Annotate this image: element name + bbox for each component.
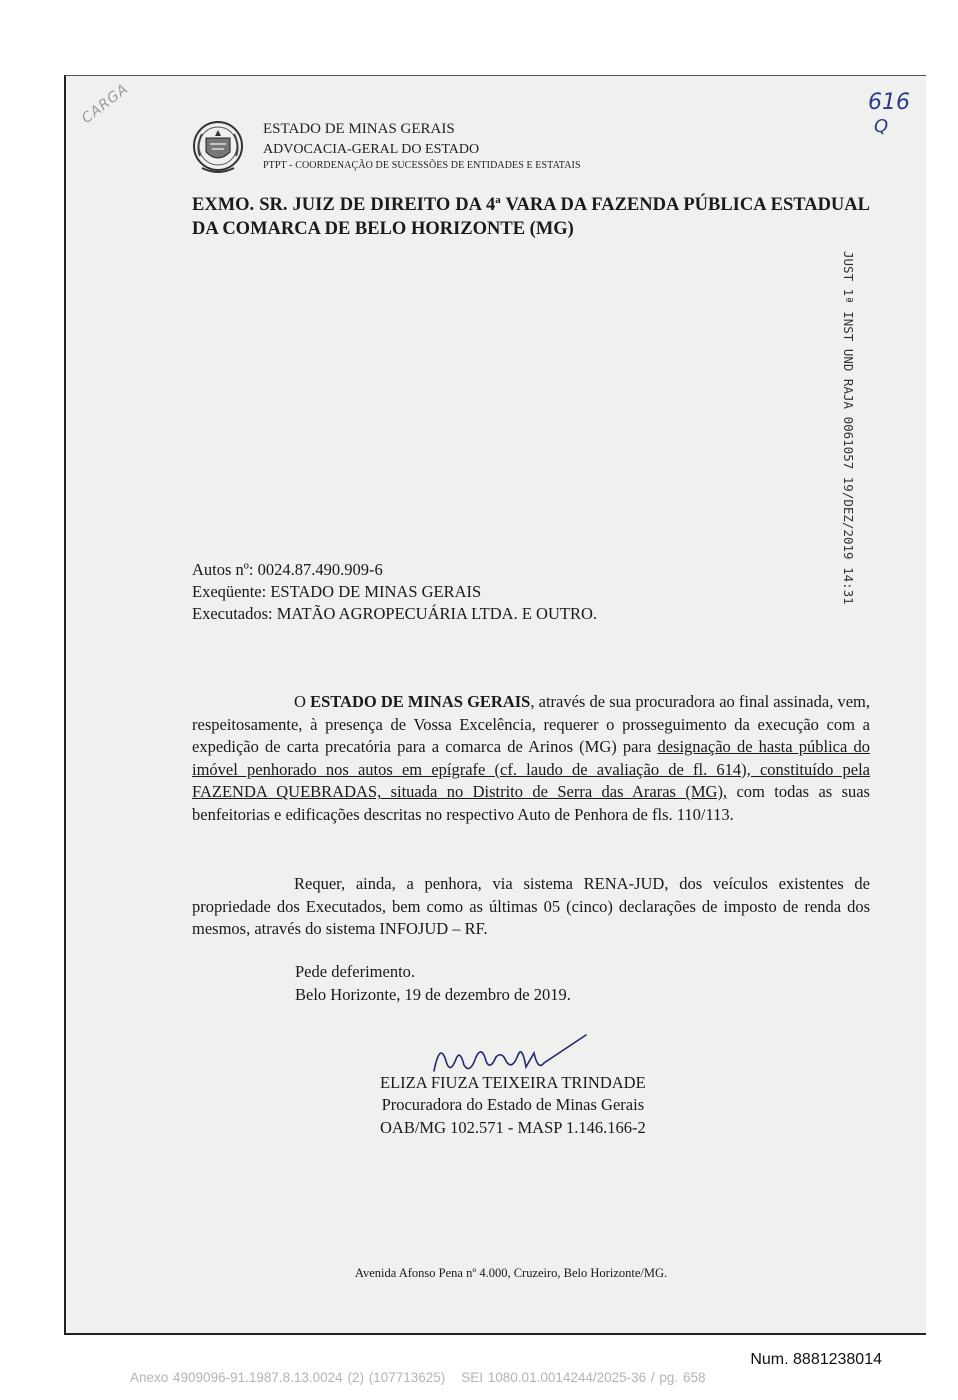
closing-place-date: Belo Horizonte, 19 de dezembro de 2019. bbox=[295, 984, 571, 1004]
addressee-part2: VARA DA FAZENDA PÚBLICA ESTADUAL DA COMARCA DE BELO HORIZONTE (MG) bbox=[192, 195, 870, 240]
addressee bbox=[192, 188, 870, 241]
letterhead-agency: ADVOCACIA-GERAL DO ESTADO bbox=[263, 142, 480, 157]
sei-reference: SEI 1080.01.0014244/2025-36 / pg. 658 bbox=[461, 1370, 706, 1385]
coat-of-arms-icon bbox=[190, 116, 246, 180]
case-number: Autos nº: 0024.87.490.909-6 bbox=[192, 560, 383, 579]
p1-text-e: com todas as suas benfeitorias e edificações descritas no respectivo Auto de Penhora de fls. 110/113. bbox=[192, 782, 870, 824]
signature-block bbox=[380, 1072, 646, 1139]
handwritten-carga: CARGA bbox=[78, 80, 132, 128]
letterhead-department: PTPT - COORDENAÇÃO DE SUCESSÕES DE ENTIDADES E ESTATAIS bbox=[263, 160, 581, 171]
p1-text-a: O bbox=[294, 692, 311, 711]
p1-underlined-request: designação de hasta pública do imóvel penhorado nos autos em epígrafe (cf. laudo de avaliação de fl. 614), constituído pela FAZENDA QUEBRADAS, situada no Distrito de Serra das Araras (MG), bbox=[192, 737, 870, 802]
annex-reference: Anexo 4909096-91.1987.8.13.0024 (2) (107713625) bbox=[130, 1370, 446, 1385]
document-number: Num. 8881238014 bbox=[750, 1351, 882, 1368]
signatory-registration: OAB/MG 102.571 - MASP 1.146.166-2 bbox=[380, 1117, 646, 1137]
handwritten-folio-initial: Q bbox=[874, 116, 889, 137]
addressee-ordinal: a bbox=[495, 194, 501, 206]
letterhead-state: ESTADO DE MINAS GERAIS bbox=[263, 121, 455, 137]
p1-text-c: , através de sua procuradora ao final assinada, vem, respeitosamente, à presença de Vossa Excelência, requerer o prosseguimento da execução com a expedição de carta precatória para a comarca de Arinos (MG) para bbox=[192, 692, 871, 757]
protocol-stamp-text: JUST 1ª INST UND RAJA 0061057 19/DEZ/2019 14:31 bbox=[841, 251, 856, 605]
p1-bold-party: ESTADO DE MINAS GERAIS bbox=[310, 692, 531, 711]
scanned-page bbox=[64, 75, 926, 1335]
protocol-stamp bbox=[836, 251, 856, 611]
case-executados: Executados: MATÃO AGROPECUÁRIA LTDA. E OUTRO. bbox=[192, 604, 598, 623]
body-paragraph-2: Requer, ainda, a penhora, via sistema RENA-JUD, dos veículos existentes de propriedade dos Executados, bem como as últimas 05 (cinco) declarações de imposto de renda dos mesmos, através do sistema INFOJUD – RF. bbox=[192, 874, 870, 939]
addressee-part1: EXMO. SR. JUIZ DE DIREITO DA 4 bbox=[192, 195, 496, 216]
annex-footer bbox=[130, 1370, 721, 1385]
footer-address: Avenida Afonso Pena nº 4.000, Cruzeiro, Belo Horizonte/MG. bbox=[354, 1266, 668, 1280]
case-info bbox=[192, 559, 597, 625]
signatory-title: Procuradora do Estado de Minas Gerais bbox=[381, 1095, 645, 1115]
handwritten-folio-number: 616 bbox=[868, 90, 910, 115]
case-exequente: Exeqüente: ESTADO DE MINAS GERAIS bbox=[192, 582, 482, 601]
closing bbox=[295, 961, 571, 1006]
body-paragraph-1 bbox=[192, 691, 870, 827]
closing-request: Pede deferimento. bbox=[295, 962, 416, 981]
signatory-name: ELIZA FIUZA TEIXEIRA TRINDADE bbox=[380, 1073, 646, 1092]
